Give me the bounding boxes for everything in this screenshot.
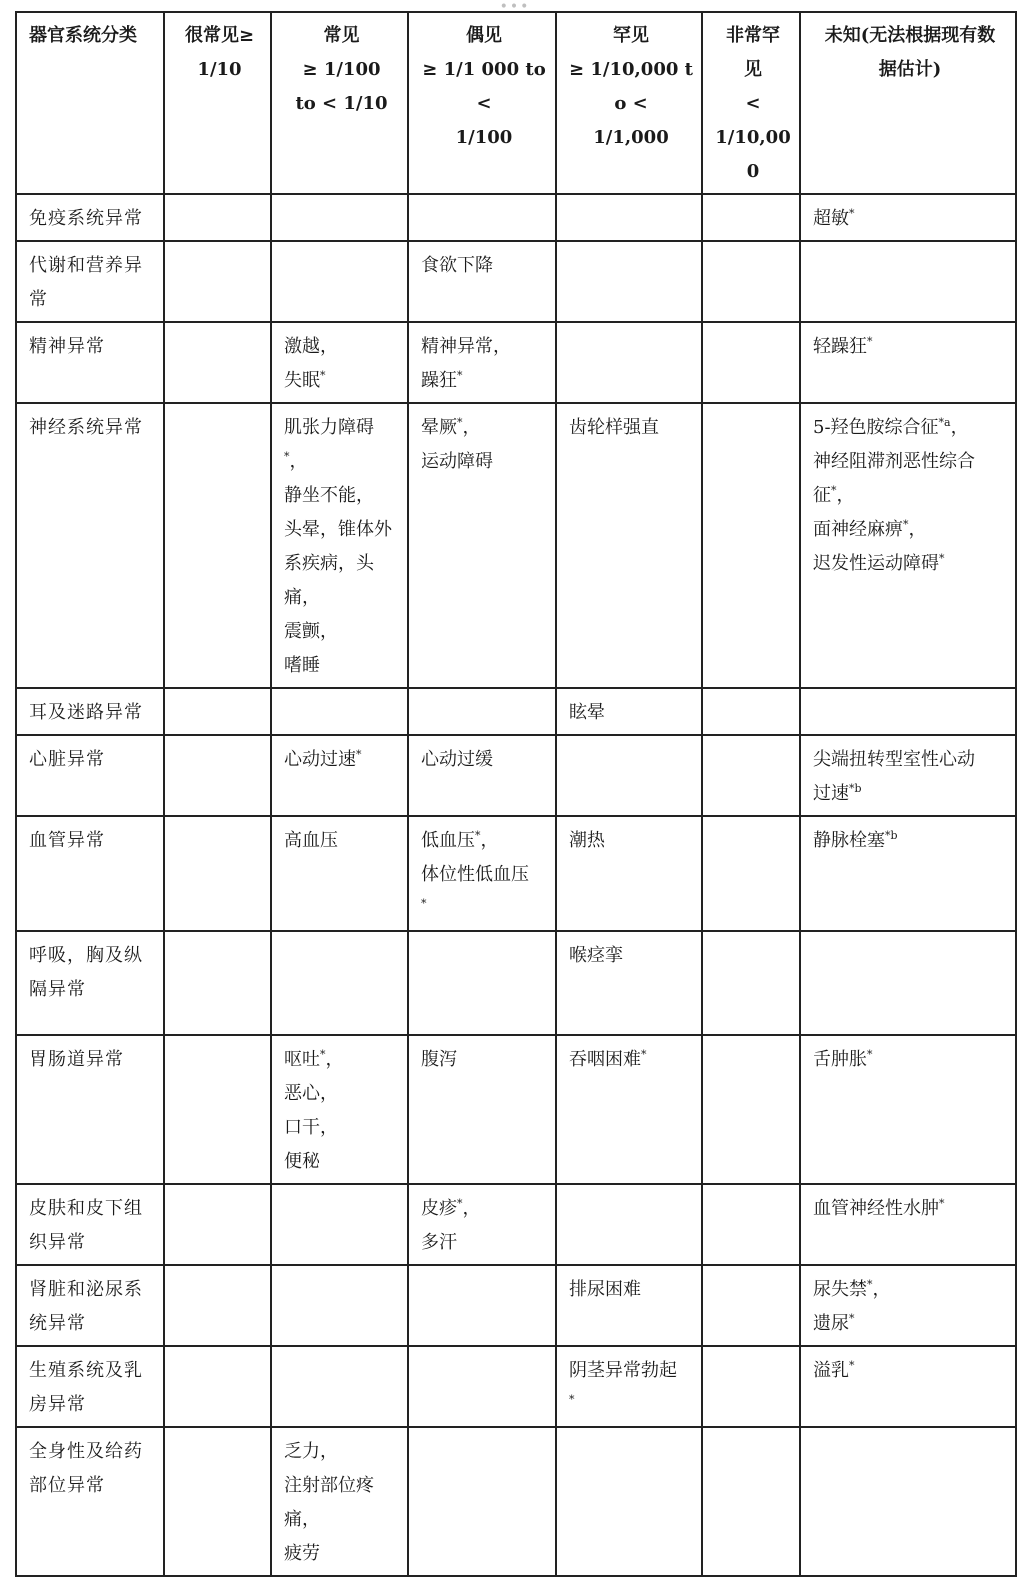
cell-common	[271, 816, 408, 931]
table-row	[16, 1265, 1016, 1346]
reaction-text: 头晕，锥体外	[284, 519, 392, 540]
table-row	[16, 241, 1016, 322]
table-row	[16, 322, 1016, 403]
cell-very-common	[164, 931, 271, 1035]
reaction-text: 注射部位疼	[284, 1475, 374, 1496]
reaction-text: 心动过速*	[284, 748, 362, 770]
cell-unknown	[800, 194, 1016, 241]
reaction-text: 过速$^{*b}$	[813, 782, 862, 804]
cell-common	[271, 1427, 408, 1576]
reaction-text: 神经阻滞剂恶性综合	[813, 451, 975, 472]
reaction-text: 血管神经性水肿*	[813, 1197, 945, 1219]
header-uncommon: 偶见 ≥ 1/1 000 to < 1/100	[408, 12, 556, 194]
cell-common	[271, 735, 408, 816]
cell-very-common	[164, 194, 271, 241]
cell-uncommon	[408, 688, 556, 735]
cell-system-class: 全身性及给药部位异常	[16, 1427, 164, 1576]
reaction-text: 吞咽困难*	[569, 1048, 647, 1070]
header-rare: 罕见 ≥ 1/10,000 to < 1/1,000	[556, 12, 702, 194]
cell-very-common	[164, 1265, 271, 1346]
cell-system-class: 神经系统异常	[16, 403, 164, 688]
table-row	[16, 688, 1016, 735]
table-body	[16, 194, 1016, 1576]
cell-uncommon	[408, 816, 556, 931]
cell-system-class: 精神异常	[16, 322, 164, 403]
cell-common	[271, 688, 408, 735]
header-unknown: 未知(无法根据现有数 据估计)	[800, 12, 1016, 194]
table-row	[16, 931, 1016, 1035]
cell-very-rare	[702, 1427, 800, 1576]
reaction-text: 迟发性运动障碍*	[813, 552, 945, 574]
cell-very-common	[164, 1184, 271, 1265]
header-common: 常见 ≥ 1/100 to < 1/10	[271, 12, 408, 194]
reaction-text: 便秘	[284, 1151, 320, 1172]
cell-rare	[556, 931, 702, 1035]
reaction-text: 食欲下降	[421, 255, 493, 276]
cell-unknown	[800, 735, 1016, 816]
cell-unknown	[800, 322, 1016, 403]
cell-very-rare	[702, 1035, 800, 1184]
reaction-text: *	[569, 1393, 575, 1406]
cell-common	[271, 1265, 408, 1346]
cell-unknown	[800, 1035, 1016, 1184]
cell-rare	[556, 688, 702, 735]
cell-system-class: 肾脏和泌尿系统异常	[16, 1265, 164, 1346]
cell-common	[271, 194, 408, 241]
cell-common	[271, 241, 408, 322]
reaction-text: 喉痉挛	[569, 945, 623, 966]
reaction-text: 躁狂*	[421, 369, 463, 391]
reaction-text: 晕厥*，	[421, 416, 481, 438]
cell-rare	[556, 735, 702, 816]
reaction-text: 5-羟色胺综合征$^{*a}$，	[813, 416, 969, 438]
cell-rare	[556, 1035, 702, 1184]
cell-uncommon	[408, 1184, 556, 1265]
reaction-text: 疲劳	[284, 1543, 320, 1564]
document-page	[15, 0, 1015, 1577]
cell-rare	[556, 1184, 702, 1265]
adverse-reactions-table	[15, 11, 1017, 1577]
reaction-text: 多汗	[421, 1232, 457, 1253]
cell-common	[271, 403, 408, 688]
reaction-text: 低血压*，	[421, 829, 499, 851]
cell-rare	[556, 241, 702, 322]
reaction-text: 呕吐*，	[284, 1048, 344, 1070]
cell-common	[271, 1035, 408, 1184]
reaction-text: 心动过缓	[421, 749, 493, 770]
cell-system-class: 心脏异常	[16, 735, 164, 816]
reaction-text: 静坐不能，	[284, 485, 374, 506]
reaction-text: 体位性低血压	[421, 864, 529, 885]
cell-very-common	[164, 322, 271, 403]
table-row	[16, 194, 1016, 241]
cell-unknown	[800, 1184, 1016, 1265]
cell-very-rare	[702, 1184, 800, 1265]
reaction-text: 阴茎异常勃起	[569, 1360, 677, 1381]
reaction-text: 恶心，	[284, 1083, 338, 1104]
header-system-class: 器官系统分类	[16, 12, 164, 194]
reaction-text: 痛，	[284, 1509, 320, 1530]
reaction-text: 静脉栓塞$^{*b}$	[813, 829, 898, 851]
cell-very-rare	[702, 322, 800, 403]
cell-system-class: 免疫系统异常	[16, 194, 164, 241]
cell-uncommon	[408, 1035, 556, 1184]
reaction-text: 皮疹*，	[421, 1197, 481, 1219]
cell-uncommon	[408, 735, 556, 816]
reaction-text: 溢乳*	[813, 1359, 855, 1381]
cell-rare	[556, 322, 702, 403]
cell-system-class: 胃肠道异常	[16, 1035, 164, 1184]
cell-very-rare	[702, 241, 800, 322]
cell-unknown	[800, 403, 1016, 688]
cell-very-rare	[702, 931, 800, 1035]
cell-very-common	[164, 1427, 271, 1576]
cell-very-common	[164, 735, 271, 816]
cell-very-rare	[702, 403, 800, 688]
cell-very-common	[164, 1035, 271, 1184]
cell-rare	[556, 1427, 702, 1576]
reaction-text: 舌肿胀*	[813, 1048, 873, 1070]
cell-unknown	[800, 1427, 1016, 1576]
cell-uncommon	[408, 241, 556, 322]
table-row	[16, 1346, 1016, 1427]
cell-unknown	[800, 241, 1016, 322]
table-row	[16, 1184, 1016, 1265]
cell-common	[271, 322, 408, 403]
header-very-common: 很常见≥ 1/10	[164, 12, 271, 194]
reaction-text: 运动障碍	[421, 451, 493, 472]
reaction-text: 尖端扭转型室性心动	[813, 749, 975, 770]
cell-very-rare	[702, 1265, 800, 1346]
cell-rare	[556, 1346, 702, 1427]
table-row	[16, 403, 1016, 688]
reaction-text: 痛，	[284, 587, 320, 608]
cell-very-rare	[702, 688, 800, 735]
cell-very-rare	[702, 735, 800, 816]
reaction-text: 失眠*	[284, 369, 326, 391]
cell-rare	[556, 1265, 702, 1346]
cell-uncommon	[408, 931, 556, 1035]
reaction-text: 面神经麻痹*，	[813, 518, 927, 540]
reaction-text: 嗜睡	[284, 655, 320, 676]
cell-system-class: 代谢和营养异常	[16, 241, 164, 322]
reaction-text: 潮热	[569, 830, 605, 851]
reaction-text: 精神异常，	[421, 336, 511, 357]
reaction-text: 眩晕	[569, 702, 605, 723]
cell-rare	[556, 403, 702, 688]
cell-common	[271, 1184, 408, 1265]
cell-unknown	[800, 688, 1016, 735]
cell-very-common	[164, 403, 271, 688]
table-row	[16, 735, 1016, 816]
reaction-text: 排尿困难	[569, 1279, 641, 1300]
reaction-text: 遗尿*	[813, 1312, 855, 1334]
cell-unknown	[800, 1265, 1016, 1346]
table-row	[16, 1427, 1016, 1576]
cell-rare	[556, 816, 702, 931]
cell-unknown	[800, 931, 1016, 1035]
cell-system-class: 生殖系统及乳房异常	[16, 1346, 164, 1427]
cell-uncommon	[408, 1265, 556, 1346]
reaction-text: 征*，	[813, 484, 855, 506]
cell-uncommon	[408, 194, 556, 241]
cell-unknown	[800, 1346, 1016, 1427]
cell-system-class: 皮肤和皮下组织异常	[16, 1184, 164, 1265]
reaction-text: 腹泻	[421, 1049, 457, 1070]
cell-uncommon	[408, 1427, 556, 1576]
cell-system-class: 呼吸，胸及纵隔异常	[16, 931, 164, 1035]
reaction-text: 肌张力障碍	[284, 417, 374, 438]
cell-system-class: 耳及迷路异常	[16, 688, 164, 735]
reaction-text: 震颤，	[284, 621, 338, 642]
cell-very-rare	[702, 1346, 800, 1427]
reaction-text: 轻躁狂*	[813, 335, 873, 357]
header-row	[16, 12, 1016, 194]
cell-common	[271, 931, 408, 1035]
cell-uncommon	[408, 322, 556, 403]
cell-very-common	[164, 241, 271, 322]
reaction-text: 系疾病，头	[284, 553, 374, 574]
reaction-text: 口干，	[284, 1117, 338, 1138]
cell-very-common	[164, 816, 271, 931]
reaction-text: 乏力，	[284, 1441, 338, 1462]
cell-unknown	[800, 816, 1016, 931]
more-indicator-icon: •••	[499, 0, 531, 15]
reaction-text: 超敏*	[813, 207, 855, 229]
reaction-text: *，	[284, 450, 308, 472]
reaction-text: 激越，	[284, 336, 338, 357]
header-very-rare: 非常罕 见 < 1/10,000	[702, 12, 800, 194]
cell-very-rare	[702, 816, 800, 931]
cell-very-common	[164, 1346, 271, 1427]
cell-very-rare	[702, 194, 800, 241]
cell-common	[271, 1346, 408, 1427]
table-row	[16, 816, 1016, 931]
reaction-text: *	[421, 897, 427, 910]
cell-rare	[556, 194, 702, 241]
reaction-text: 齿轮样强直	[569, 417, 659, 438]
cell-uncommon	[408, 1346, 556, 1427]
cell-very-common	[164, 688, 271, 735]
reaction-text: 高血压	[284, 830, 338, 851]
cell-uncommon	[408, 403, 556, 688]
cell-system-class: 血管异常	[16, 816, 164, 931]
table-row	[16, 1035, 1016, 1184]
reaction-text: 尿失禁*，	[813, 1278, 891, 1300]
